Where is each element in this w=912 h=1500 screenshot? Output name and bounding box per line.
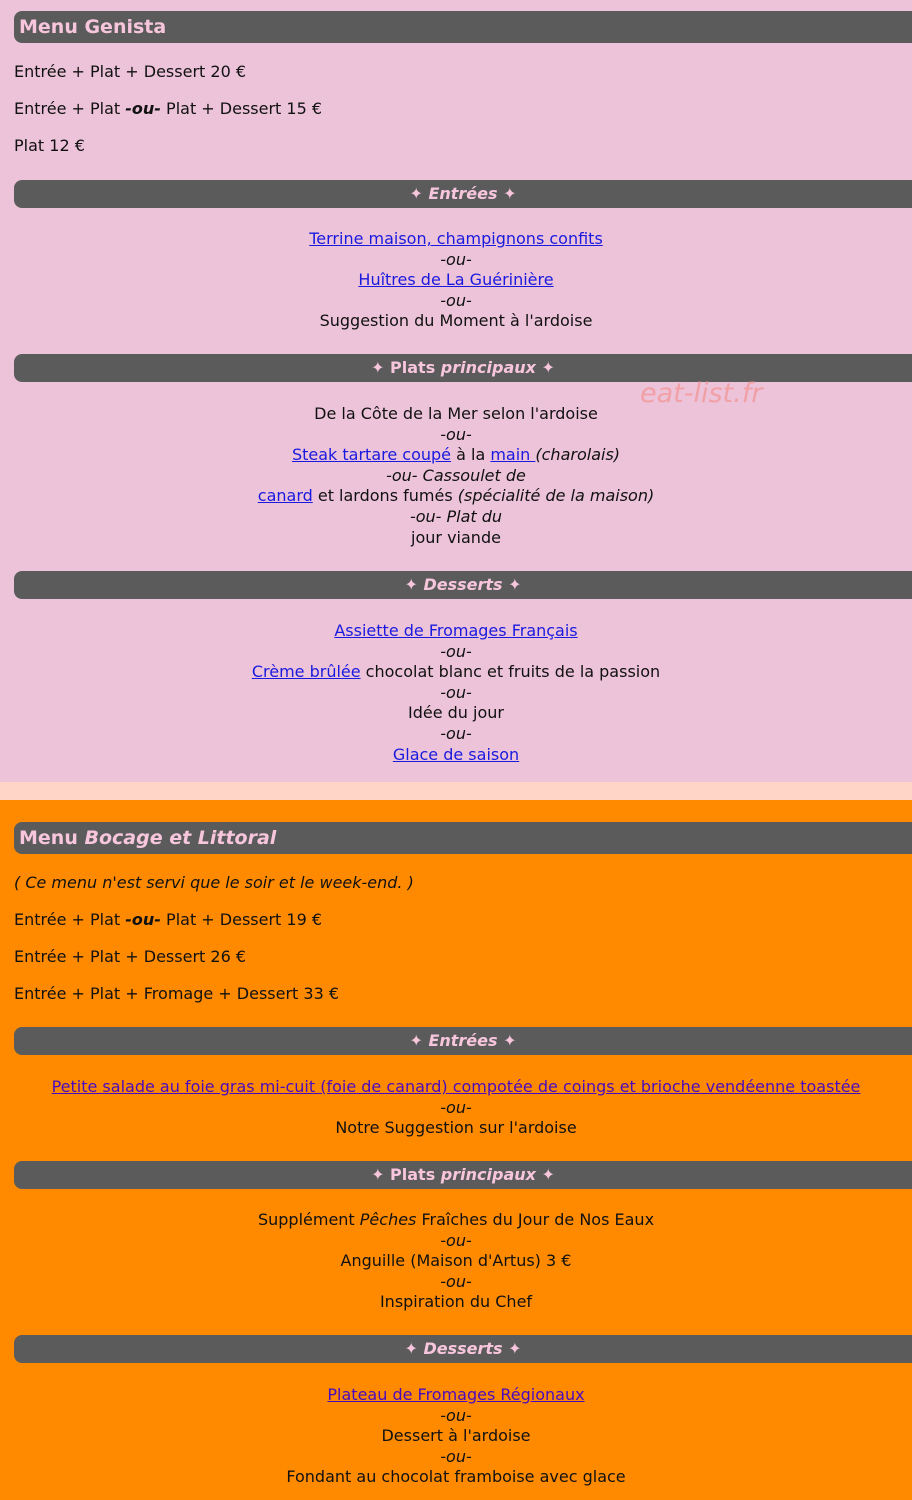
menu-item-link[interactable]: Steak tartare coupé — [291, 445, 452, 465]
section-title: ✦ Desserts ✦ — [404, 575, 522, 594]
price-line — [14, 99, 322, 119]
menu-item — [0, 1210, 912, 1231]
menu-item-text: à la — [451, 445, 491, 465]
plats-list — [0, 404, 912, 548]
menu-item-note: (charolais) — [535, 445, 621, 465]
menu-item: Notre Suggestion sur l'ardoise — [335, 1118, 577, 1138]
menu-title: Menu — [19, 827, 85, 849]
menu-item-link[interactable]: canard — [257, 486, 313, 506]
price-text: Entrée + Plat + Dessert 26 € — [14, 947, 247, 966]
section-header-desserts — [14, 571, 912, 599]
menu-item: De la Côte de la Mer selon l'ardoise — [314, 404, 598, 423]
menu-item-link[interactable]: Plateau de Fromages Régionaux — [327, 1385, 585, 1404]
or-separator: -ou- Cassoulet de — [386, 465, 526, 485]
menu-item-note: (spécialité de la maison) — [457, 486, 655, 506]
watermark: eat-list.fr — [640, 378, 763, 409]
section-title: ✦ Entrées ✦ — [409, 1031, 517, 1050]
desserts-list — [0, 621, 912, 765]
section-header-entrees — [14, 1027, 912, 1055]
menu-item-link[interactable]: Assiette de Fromages Français — [334, 621, 578, 640]
menu-title-bar — [14, 822, 912, 854]
entrees-list — [0, 229, 912, 332]
or-separator: -ou- — [440, 1230, 472, 1250]
menu-item-link[interactable]: Crème brûlée — [251, 662, 361, 682]
section-header-plats — [14, 1161, 912, 1189]
section-title-italic: principaux — [440, 1165, 536, 1184]
or-separator: -ou- — [440, 249, 472, 269]
or-separator: -ou- — [440, 1271, 472, 1291]
desserts-list — [0, 1385, 912, 1488]
menu-title-italic: Bocage et Littoral — [84, 827, 277, 849]
section-title: ✦ Desserts ✦ — [404, 1339, 522, 1358]
menu-title-bar — [14, 11, 912, 43]
price-text: Plat 12 € — [14, 136, 85, 155]
price-line — [14, 984, 339, 1004]
price-ou: -ou- — [125, 910, 161, 929]
section-title: ✦ Plats — [371, 358, 441, 377]
menu-item: Inspiration du Chef — [379, 1292, 533, 1312]
section-header-plats — [14, 354, 912, 382]
menu-title: Menu Genista — [19, 16, 167, 38]
price-line — [14, 947, 246, 967]
menu-note: ( Ce menu n'est servi que le soir et le week-end. ) — [14, 873, 414, 892]
menu-item: Suggestion du Moment à l'ardoise — [319, 311, 593, 331]
section-title: ✦ Entrées ✦ — [409, 184, 517, 203]
menu-item: Dessert à l'ardoise — [381, 1426, 531, 1446]
menu-item-text: Fraîches du Jour de Nos Eaux — [416, 1210, 655, 1229]
menu-item-text: chocolat blanc et fruits de la passion — [360, 662, 661, 682]
price-text: Entrée + Plat — [14, 910, 126, 929]
menu-item: Fondant au chocolat framboise avec glace — [286, 1467, 626, 1487]
menu-item: Anguille (Maison d'Artus) 3 € — [340, 1251, 572, 1271]
menu-item-link[interactable]: Petite salade au foie gras mi-cuit (foie de canard) compotée de coings et brioche vendéenne toastée — [51, 1077, 861, 1096]
price-text: Entrée + Plat + Fromage + Dessert 33 € — [14, 984, 340, 1003]
price-text: Plat + Dessert 19 € — [160, 910, 323, 929]
menu-item-text: et lardons fumés — [312, 486, 458, 506]
menu-item-text-italic: Pêches — [359, 1210, 417, 1229]
price-text: Entrée + Plat + Dessert 20 € — [14, 62, 247, 81]
or-separator: -ou- — [440, 641, 472, 661]
or-separator: -ou- Plat du — [409, 506, 503, 526]
section-header-desserts — [14, 1335, 912, 1363]
section-header-entrees — [14, 180, 912, 208]
menu-item-text: Supplément — [257, 1210, 360, 1229]
menu-item: jour viande — [411, 527, 501, 547]
or-separator: -ou- — [440, 723, 472, 743]
price-text: Plat + Dessert 15 € — [160, 99, 323, 118]
menu-item-link[interactable]: Terrine maison, champignons confits — [309, 229, 603, 248]
section-title: ✦ Plats — [371, 1165, 441, 1184]
menu-item-link[interactable]: Huîtres de La Guérinière — [358, 270, 554, 290]
or-separator: -ou- — [440, 682, 472, 702]
or-separator: -ou- — [440, 424, 472, 444]
or-separator: -ou- — [440, 1097, 472, 1117]
section-title: ✦ — [535, 1165, 555, 1184]
price-ou: -ou- — [125, 99, 161, 118]
price-line — [14, 910, 322, 930]
price-line — [14, 62, 246, 82]
section-title: ✦ — [535, 358, 555, 377]
or-separator: -ou- — [440, 1405, 472, 1425]
plats-list — [0, 1210, 912, 1313]
menu-bocage-section — [0, 800, 912, 1500]
menu-item-link[interactable]: Glace de saison — [392, 744, 520, 764]
price-line — [14, 136, 85, 156]
price-text: Entrée + Plat — [14, 99, 126, 118]
or-separator: -ou- — [440, 290, 472, 310]
menu-item-link[interactable]: main — [490, 445, 536, 465]
or-separator: -ou- — [440, 1446, 472, 1466]
section-title-italic: principaux — [440, 358, 536, 377]
entrees-list — [0, 1077, 912, 1139]
menu-item: Idée du jour — [408, 703, 504, 723]
